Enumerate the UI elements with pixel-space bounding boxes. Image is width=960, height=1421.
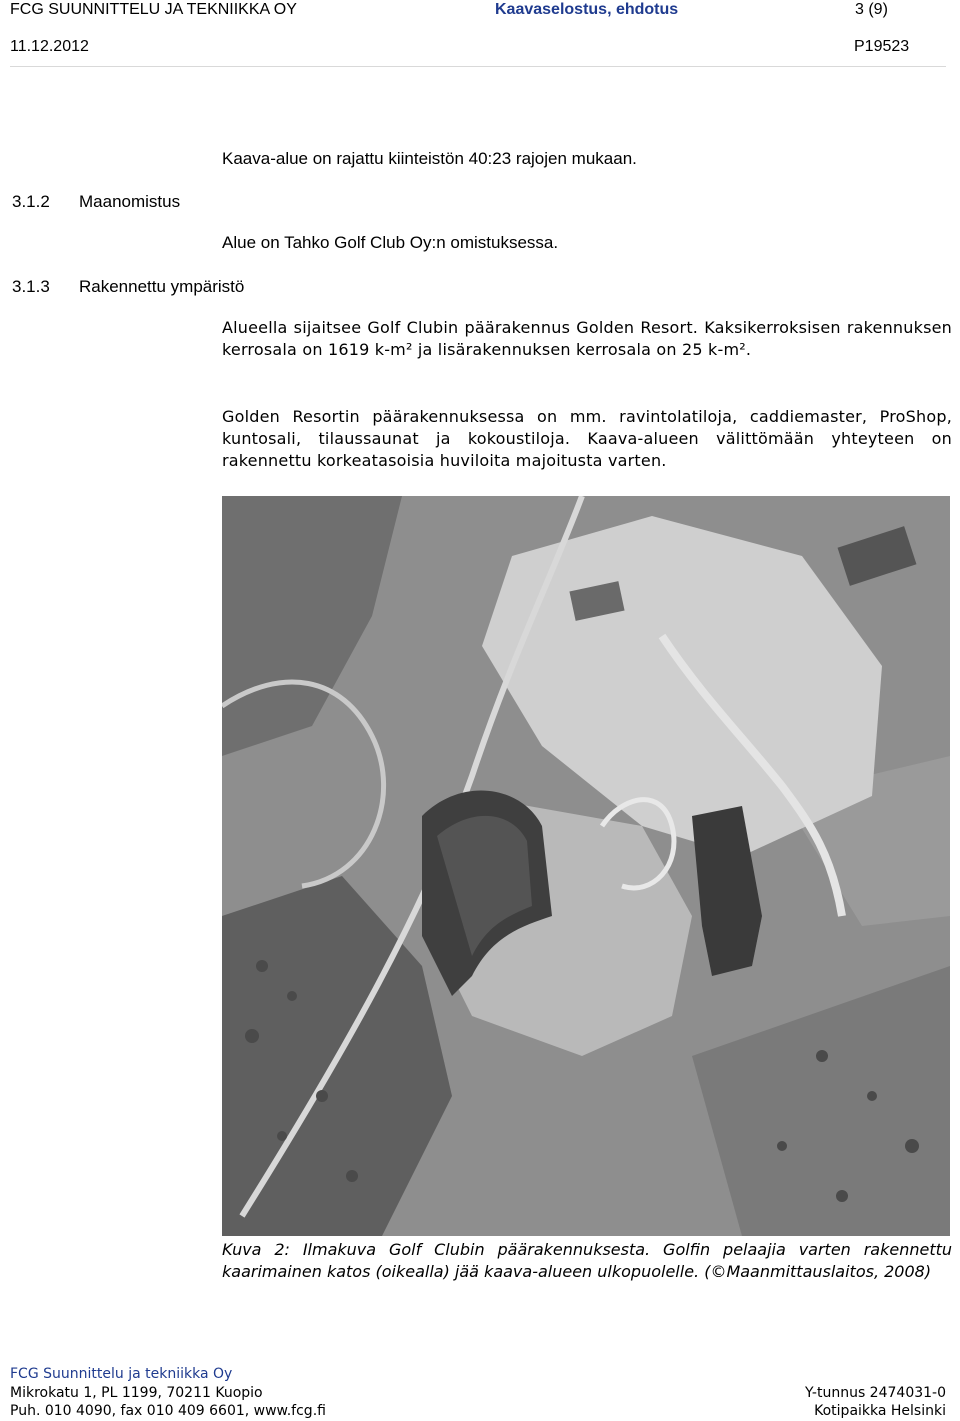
header-divider bbox=[10, 66, 946, 67]
section-312-number: 3.1.2 bbox=[12, 192, 50, 211]
header-project-number: P19523 bbox=[854, 38, 910, 55]
section-312-title: Maanomistus bbox=[79, 192, 181, 211]
aerial-photo bbox=[222, 496, 950, 1236]
footer-address: Mikrokatu 1, PL 1199, 70211 Kuopio bbox=[10, 1385, 263, 1401]
intro-text: Kaava-alue on rajattu kiinteistön 40:23 rajojen mukaan. bbox=[222, 149, 637, 168]
section-313-paragraph-1: Alueella sijaitsee Golf Clubin päärakennus Golden Resort. Kaksikerroksisen rakennuksen kerrosala on 1619 k-m² ja lisärakennuksen kerrosala on 25 k-m². bbox=[222, 318, 952, 359]
header-doc-title: Kaavaselostus, ehdotus bbox=[495, 1, 679, 18]
footer-contact: Puh. 010 4090, fax 010 409 6601, www.fcg.fi bbox=[10, 1403, 326, 1419]
header-date: 11.12.2012 bbox=[10, 38, 89, 55]
section-313-number: 3.1.3 bbox=[12, 277, 50, 296]
footer-domicile: Kotipaikka Helsinki bbox=[814, 1403, 946, 1419]
section-313-title: Rakennettu ympäristö bbox=[79, 277, 245, 296]
section-313-paragraph-2: Golden Resortin päärakennuksessa on mm. ravintolatiloja, caddiemaster, ProShop, kuntosali, tilaussaunat ja kokoustiloja. Kaava-alueen välittömään yhteyteen on rakennettu korkeatasoisia huviloita majoitusta varten. bbox=[222, 407, 952, 470]
section-312-text: Alue on Tahko Golf Club Oy:n omistuksessa. bbox=[222, 233, 559, 252]
footer-business-id: Y-tunnus 2474031-0 bbox=[805, 1385, 946, 1401]
header-company: FCG SUUNNITTELU JA TEKNIIKKA OY bbox=[10, 1, 297, 18]
header-page-number: 3 (9) bbox=[855, 1, 888, 18]
figure-caption: Kuva 2: Ilmakuva Golf Clubin päärakennuksesta. Golfin pelaajia varten rakennettu kaarimainen katos (oikealla) jää kaava-alueen ulkopuolelle. (©Maanmittauslaitos, 2008) bbox=[222, 1240, 952, 1281]
footer-company: FCG Suunnittelu ja tekniikka Oy bbox=[10, 1366, 233, 1382]
